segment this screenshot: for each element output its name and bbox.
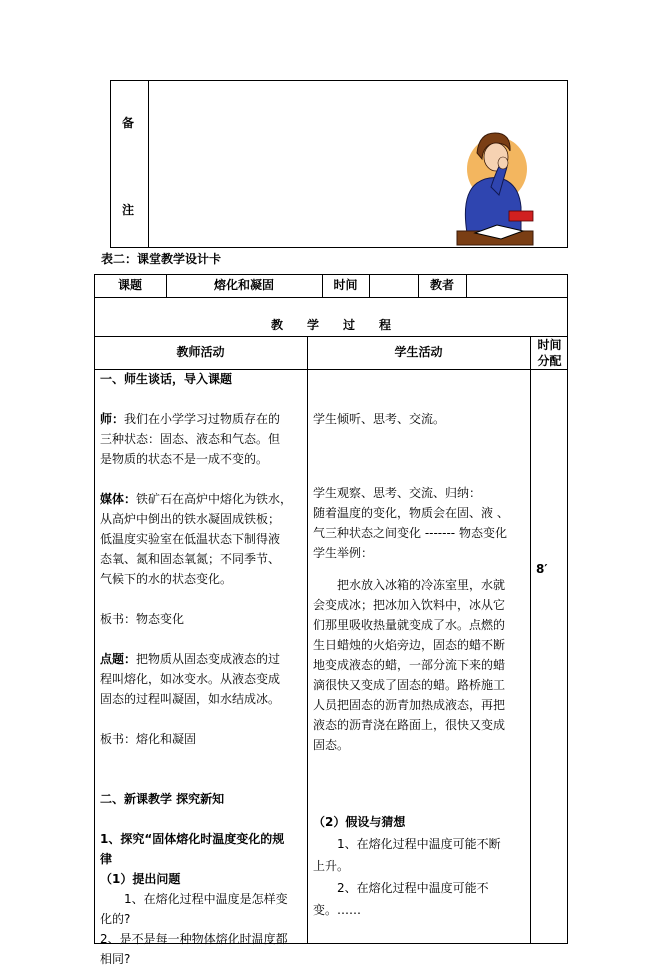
example-line6: 滴很快又变成了固态的蜡。路桥施工 <box>313 678 506 692</box>
media-line1 <box>100 489 305 509</box>
col-header-teacher: 教师活动 <box>176 345 225 359</box>
col-header-time-line2: 分配 <box>537 354 562 368</box>
point-text1: 把物质从固态变成液态的过 <box>136 652 281 666</box>
student-activity-cell <box>313 369 528 755</box>
student-summary-line2: 气三种状态之间变化 ------- 物态变化 <box>313 526 507 540</box>
remarks-label-top: 备 <box>122 116 135 130</box>
hypothesis2-line2: 变。…… <box>313 903 362 917</box>
media-line3: 低温度实验室在低温状态下制得液 <box>100 532 281 546</box>
hypothesis-block <box>313 811 528 921</box>
section2-subtitle-line2: 律 <box>100 852 113 866</box>
time-value <box>369 274 418 297</box>
student-examples-label: 学生举例： <box>313 546 374 560</box>
board-note-2: 板书：熔化和凝固 <box>100 732 197 746</box>
board-note-1: 板书：物态变化 <box>100 612 185 626</box>
example-line3: 们那里吸收热量就变成了水。点燃的 <box>313 618 506 632</box>
col-header-time <box>531 336 568 369</box>
col-line-time <box>530 336 531 944</box>
question1-line2: 化的? <box>100 912 131 926</box>
point-line3: 固态的过程叫凝固，如水结成冰。 <box>100 692 281 706</box>
example-line5: 地变成液态的蜡，一部分流下来的蜡 <box>313 658 506 672</box>
question-title: （1）提出问题 <box>100 872 181 886</box>
example-line2: 会变成冰；把冰加入饮料中，冰从它 <box>313 598 506 612</box>
example-line1: 把水放入冰箱的冷冻室里，水就 <box>337 578 506 592</box>
teacher-label: 教者 <box>429 278 454 292</box>
example-line8: 液态的沥青浇在路面上，很快又变成 <box>313 718 506 732</box>
media-text1: 铁矿石在高炉中熔化为铁水， <box>136 492 293 506</box>
teacher-intro-line2: 三种状态：固态、液态和气态。但 <box>100 432 281 446</box>
process-title: 教 学 过 程 <box>270 318 391 332</box>
example-line9: 固态。 <box>313 738 350 752</box>
section2-subtitle-line1: 1、探究“固体熔化时温度变化的规 <box>100 832 285 846</box>
teacher-intro-lead: 师： <box>100 412 125 426</box>
section1-title: 一、师生谈话，导入课题 <box>100 372 233 386</box>
row-line-header <box>94 297 568 298</box>
teacher-activity-cell <box>100 369 305 969</box>
time-allocation-value: 8′ <box>536 562 548 576</box>
hypothesis1-line2: 上升。 <box>313 859 350 873</box>
point-lead: 点题： <box>100 652 137 666</box>
teacher-value <box>466 274 568 297</box>
point-line1 <box>100 649 305 669</box>
hypothesis2-line1: 2、在熔化过程中温度可能不 <box>337 881 489 895</box>
remarks-label-bottom: 注 <box>122 203 135 217</box>
student-listen: 学生倾听、思考、交流。 <box>313 412 446 426</box>
teacher-intro-text1: 我们在小学学习过物质存在的 <box>124 412 281 426</box>
student-observe: 学生观察、思考、交流、归纳： <box>313 486 482 500</box>
hypothesis-title: （2）假设与猜想 <box>313 815 406 829</box>
section2-title: 二、新课教学 探究新知 <box>100 792 225 806</box>
table-caption: 表二：课堂教学设计卡 <box>101 252 222 266</box>
clipart-hand <box>498 157 508 169</box>
time-label: 时间 <box>333 278 358 292</box>
teacher-intro-line1 <box>100 409 305 429</box>
question2-line2: 相同? <box>100 952 131 966</box>
col-line-teacher <box>307 336 308 944</box>
media-line4: 态氧、氮和固态氧氮；不同季节、 <box>100 552 281 566</box>
example-line7: 人员把固态的沥青加热成液态，再把 <box>313 698 506 712</box>
teacher-intro-line3: 是物质的状态不是一成不变的。 <box>100 452 269 466</box>
clipart-books <box>509 211 533 221</box>
teacher-reading-illustration <box>455 125 535 247</box>
example-line4: 生日蜡烛的火焰旁边，固态的蜡不断 <box>313 638 506 652</box>
col-header-student: 学生活动 <box>394 345 443 359</box>
col-header-time-line1: 时间 <box>537 338 562 352</box>
question1-line1: 1、在熔化过程中温度是怎样变 <box>124 892 288 906</box>
media-line2: 从高炉中倒出的铁水凝固成铁板； <box>100 512 281 526</box>
media-lead: 媒体： <box>100 492 137 506</box>
student-summary-line1: 随着温度的变化，物质会在固、液 、 <box>313 506 509 520</box>
media-line5: 气候下的水的状态变化。 <box>100 572 233 586</box>
question2-line1: 2、是不是每一种物体熔化时温度都 <box>100 932 288 946</box>
topic-label: 课题 <box>117 278 142 292</box>
remarks-divider <box>148 80 149 248</box>
point-line2: 程叫熔化，如冰变水。从液态变成 <box>100 672 281 686</box>
topic-value: 熔化和凝固 <box>213 278 274 292</box>
hypothesis1-line1: 1、在熔化过程中温度可能不断 <box>337 837 501 851</box>
